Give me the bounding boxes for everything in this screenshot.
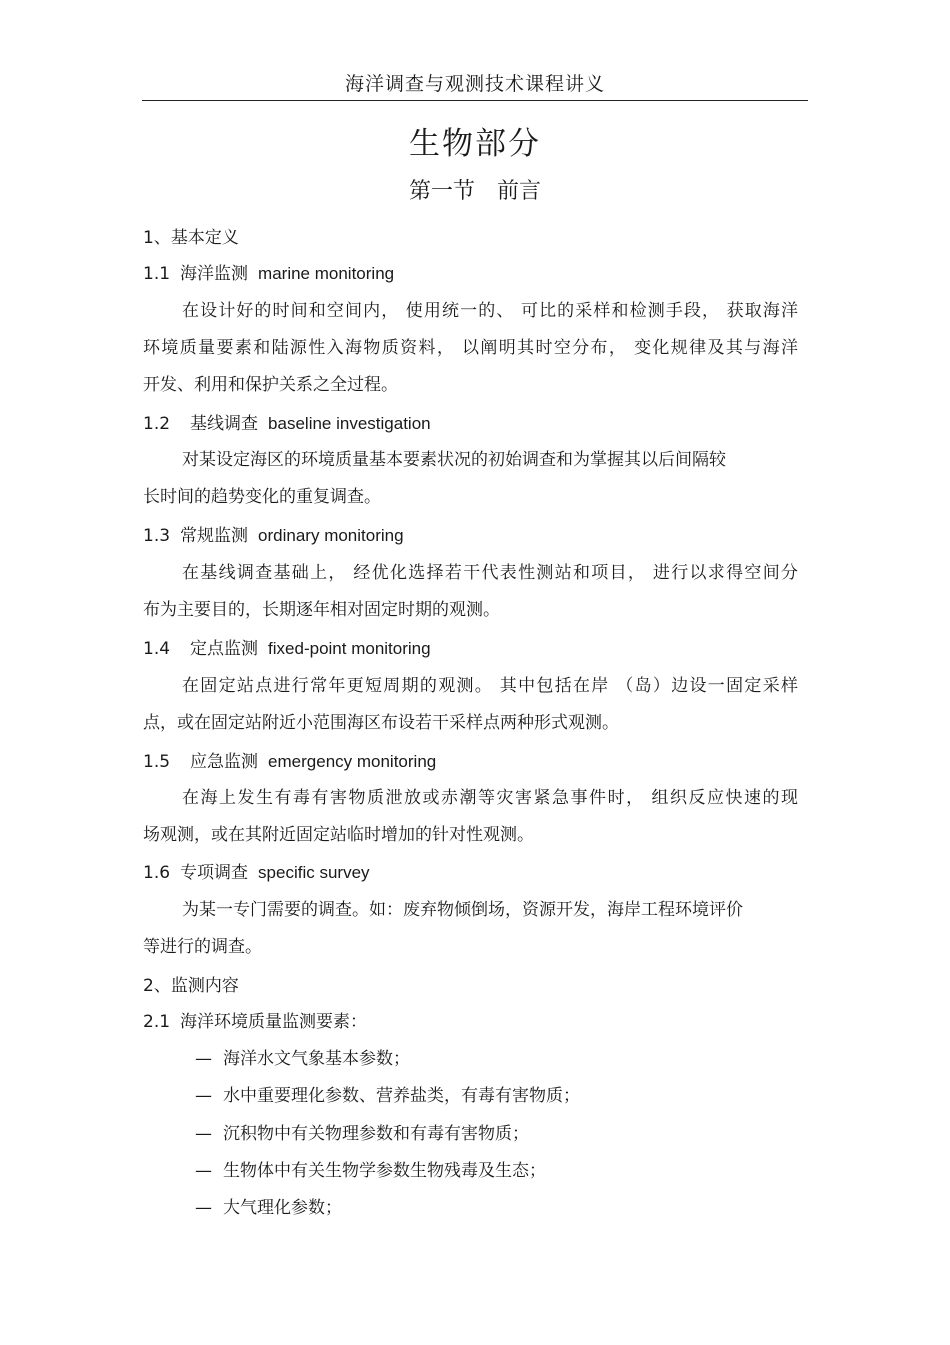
list-item: 沉积物中有关物理参数和有毒有害物质； — [223, 1124, 529, 1144]
definition-term-en: emergency monitoring — [268, 752, 437, 771]
definition-term-en: marine monitoring — [258, 264, 395, 283]
paragraph-line: 在基线调查基础上， 经优化选择若干代表性测站和项目， 进行以求得空间分 — [182, 563, 798, 583]
paragraph-line: 在海上发生有毒有害物质泄放或赤潮等灾害紧急事件时， 组织反应快速的现 — [182, 788, 798, 808]
section-name: 前言 — [497, 179, 542, 204]
list-item: 生物体中有关生物学参数生物残毒及生态； — [223, 1161, 546, 1181]
paragraph-line: 等进行的调查。 — [143, 937, 262, 957]
subsection-number: 2.1 — [143, 1012, 171, 1032]
definition-1-3-heading — [143, 524, 404, 548]
definition-number: 1.6 — [143, 863, 171, 883]
paragraph-line: 场观测，或在其附近固定站临时增加的针对性观测。 — [143, 825, 534, 845]
definition-number: 1.2 — [143, 414, 171, 434]
paragraph-line: 对某设定海区的环境质量基本要素状况的初始调查和为掌握其以后间隔较 — [182, 450, 726, 470]
heading-basic-definitions: 1、基本定义 — [143, 228, 239, 248]
paragraph-line: 布为主要目的，长期逐年相对固定时期的观测。 — [143, 600, 500, 620]
list-item: 水中重要理化参数、营养盐类，有毒有害物质； — [223, 1086, 580, 1106]
subsection-2-1-heading — [143, 1010, 367, 1034]
list-item: 海洋水文气象基本参数； — [223, 1049, 410, 1069]
definition-1-4-heading — [143, 637, 431, 661]
list-dash: — — [195, 1086, 212, 1106]
subsection-title: 海洋环境质量监测要素： — [180, 1012, 368, 1032]
paragraph-line: 开发、利用和保护关系之全过程。 — [143, 375, 398, 395]
definition-1-2-heading — [143, 412, 431, 436]
definition-1-1-heading — [143, 262, 394, 286]
header-rule — [142, 100, 808, 101]
definition-term-cn: 应急监测 — [190, 752, 259, 772]
page-title: 生物部分 — [409, 126, 541, 162]
definition-term-en: fixed-point monitoring — [268, 639, 431, 658]
section-title — [0, 176, 950, 208]
definition-term-cn: 专项调查 — [180, 863, 249, 883]
definition-term-en: ordinary monitoring — [258, 526, 404, 545]
list-dash: — — [195, 1198, 212, 1218]
definition-term-en: baseline investigation — [268, 414, 431, 433]
definition-number: 1.1 — [143, 264, 171, 284]
definition-number: 1.5 — [143, 752, 171, 772]
paragraph-line: 为某一专门需要的调查。如：废弃物倾倒场，资源开发，海岸工程环境评价 — [182, 900, 743, 920]
list-dash: — — [195, 1049, 212, 1069]
list-dash: — — [195, 1124, 212, 1144]
paragraph-line: 在固定站点进行常年更短周期的观测。 其中包括在岸 （岛）边设一固定采样 — [182, 676, 798, 696]
list-item: 大气理化参数； — [223, 1198, 342, 1218]
paragraph-line: 点，或在固定站附近小范围海区布设若干采样点两种形式观测。 — [143, 713, 619, 733]
list-dash: — — [195, 1161, 212, 1181]
paragraph-line: 在设计好的时间和空间内， 使用统一的、 可比的采样和检测手段， 获取海洋 — [182, 301, 798, 321]
definition-term-cn: 常规监测 — [180, 526, 249, 546]
definition-term-cn: 定点监测 — [190, 639, 259, 659]
definition-term-en: specific survey — [258, 863, 370, 882]
paragraph-line: 长时间的趋势变化的重复调查。 — [143, 487, 381, 507]
section-number: 第一节 — [408, 179, 475, 204]
running-header: 海洋调查与观测技术课程讲义 — [344, 73, 605, 95]
definition-term-cn: 基线调查 — [190, 414, 259, 434]
definition-1-6-heading — [143, 861, 370, 885]
definition-1-5-heading — [143, 750, 436, 774]
definition-number: 1.3 — [143, 526, 171, 546]
heading-monitoring-contents: 2、监测内容 — [143, 976, 239, 996]
definition-term-cn: 海洋监测 — [180, 264, 249, 284]
paragraph-line: 环境质量要素和陆源性入海物质资料， 以阐明其时空分布， 变化规律及其与海洋 — [143, 338, 798, 358]
definition-number: 1.4 — [143, 639, 171, 659]
